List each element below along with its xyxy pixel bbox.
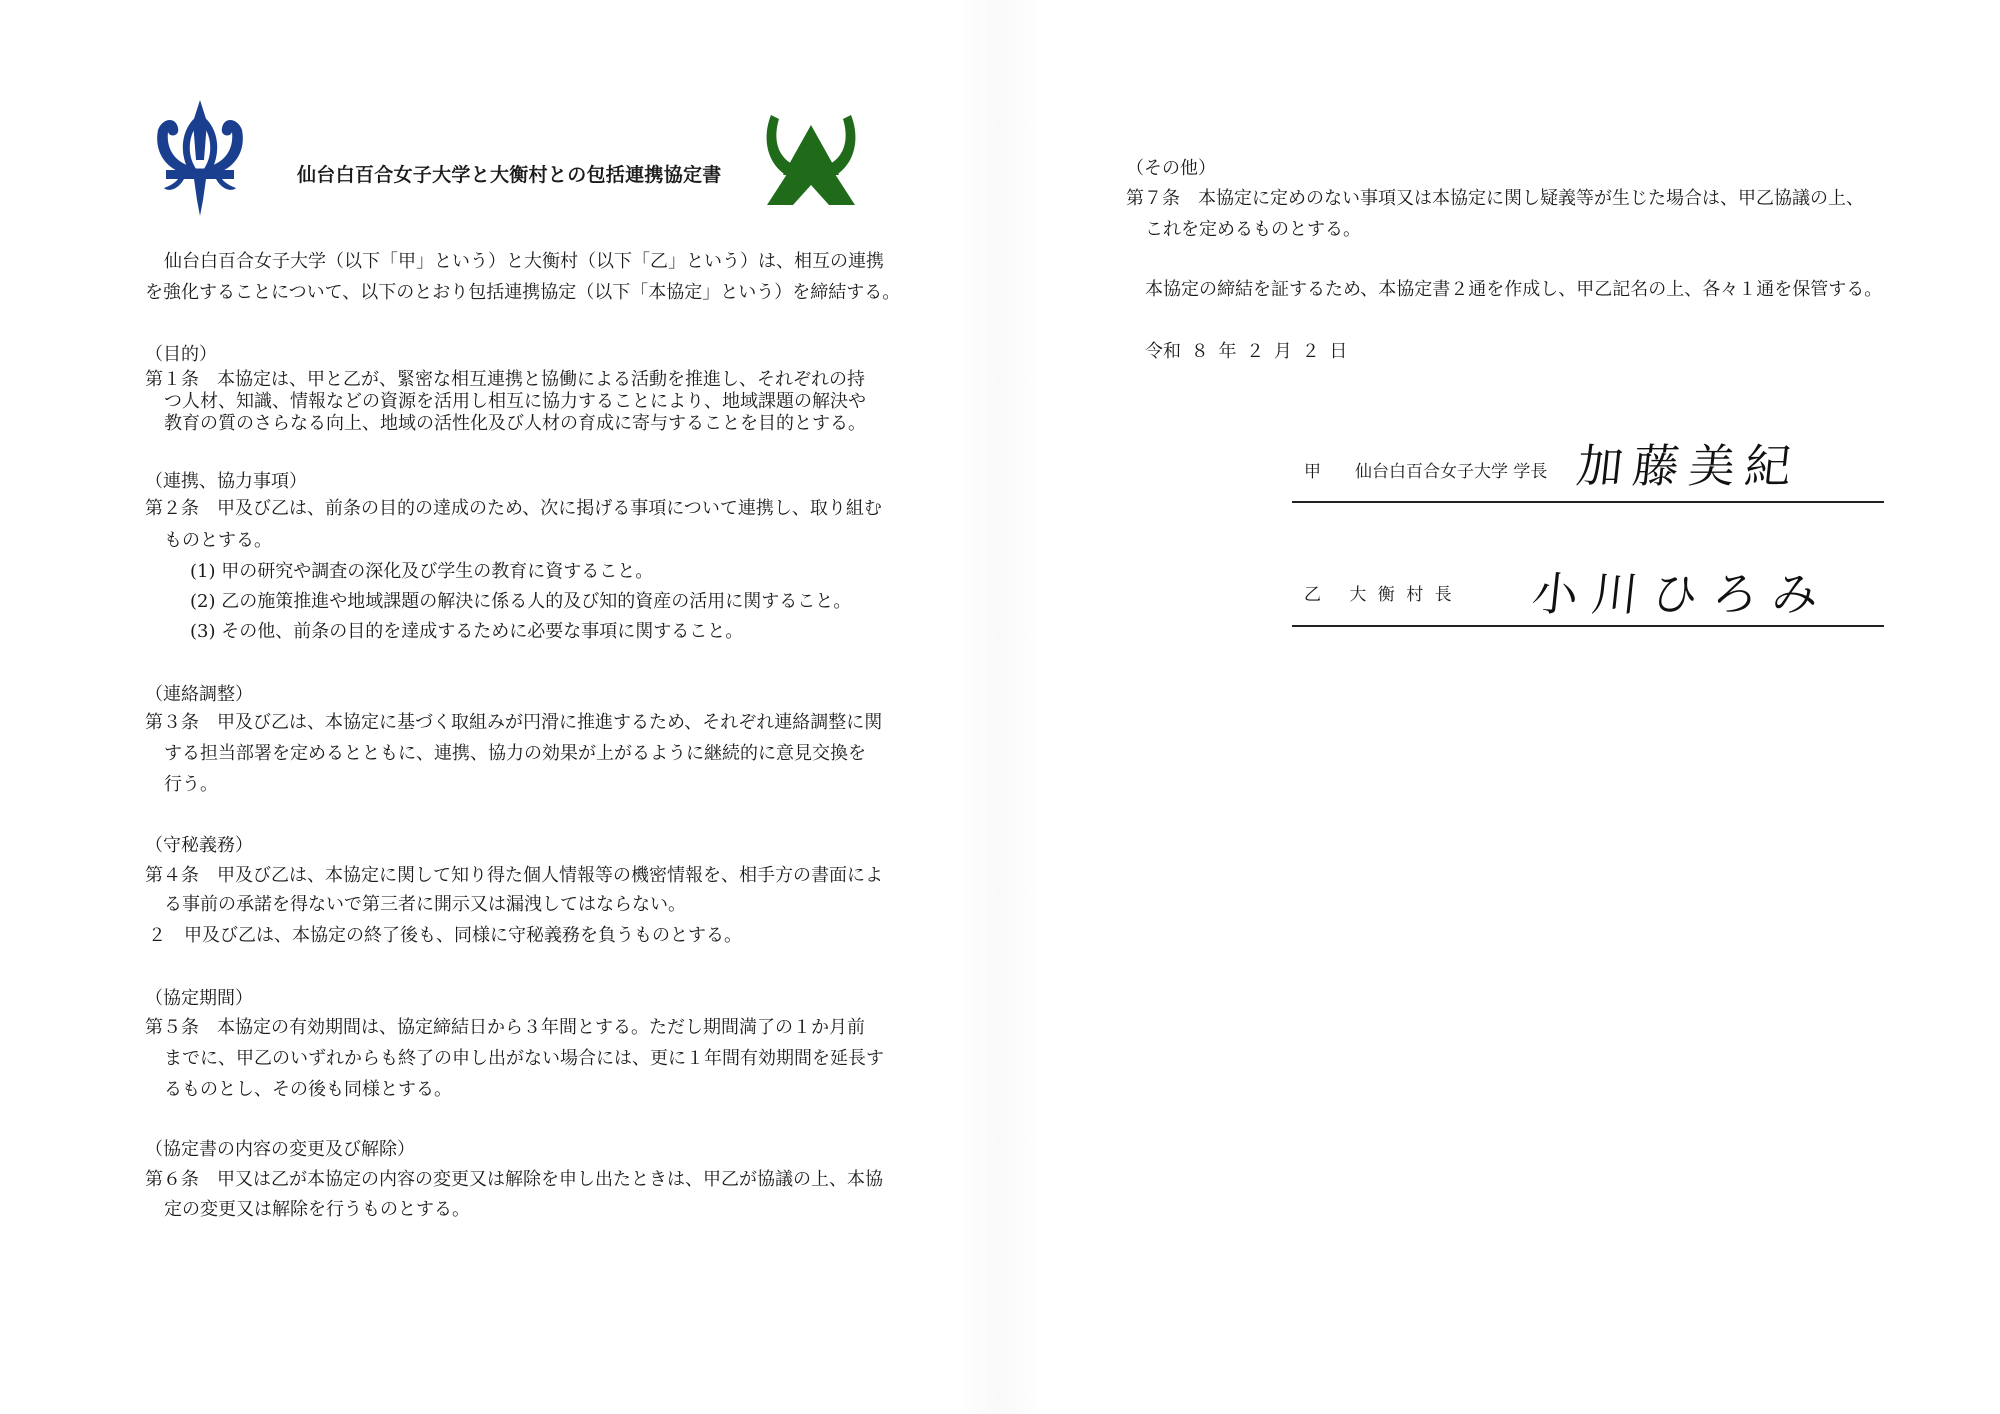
article-line: これを定めるものとする。 <box>1145 219 1361 240</box>
article-line: 第３条 甲及び乙は、本協定に基づく取組みが円滑に推進するため、それぞれ連絡調整に関 <box>145 712 883 733</box>
intro-line: 仙台白百合女子大学（以下「甲」という）と大衡村（以下「乙」という）は、相互の連携 <box>164 251 884 272</box>
page-fold-shadow <box>960 0 1040 1414</box>
intro-line: を強化することについて、以下のとおり包括連携協定（以下「本協定」という）を締結する。 <box>145 282 901 303</box>
article-line: 教育の質のさらなる向上、地域の活性化及び人材の育成に寄与することを目的とする。 <box>164 413 866 434</box>
signature-line <box>1292 501 1884 503</box>
list-item: (1) 甲の研究や調査の深化及び学生の教育に資すること。 <box>190 561 654 582</box>
article-heading: （協定書の内容の変更及び解除） <box>145 1139 415 1160</box>
village-emblem-icon <box>763 105 859 205</box>
signatory-label-university: 甲 仙台白百合女子大学 学長 <box>1304 462 1548 482</box>
article-line: 第６条 甲又は乙が本協定の内容の変更又は解除を申し出たときは、甲乙が協議の上、本協 <box>145 1169 883 1190</box>
signature-line <box>1292 625 1884 627</box>
signature-village-mayor: 小川ひろみ <box>1529 567 1835 621</box>
signature-university-president: 加藤美紀 <box>1574 439 1804 493</box>
article-line: する担当部署を定めるとともに、連携、協力の効果が上がるように継続的に意見交換を <box>164 743 866 764</box>
article-line: までに、甲乙のいずれからも終了の申し出がない場合には、更に１年間有効期間を延長す <box>164 1048 884 1069</box>
article-heading: （その他） <box>1126 158 1216 179</box>
document-title: 仙台白百合女子大学と大衡村との包括連携協定書 <box>297 164 722 186</box>
article-line: 第２条 甲及び乙は、前条の目的の達成のため、次に掲げる事項について連携し、取り組む <box>145 498 882 519</box>
university-emblem-icon <box>154 100 246 216</box>
article-line: 第１条 本協定は、甲と乙が、緊密な相互連携と協働による活動を推進し、それぞれの持 <box>145 369 865 390</box>
article-line: 定の変更又は解除を行うものとする。 <box>164 1199 470 1220</box>
list-item: (3) その他、前条の目的を達成するために必要な事項に関すること。 <box>190 621 744 642</box>
article-line: 第７条 本協定に定めのない事項又は本協定に関し疑義等が生じた場合は、甲乙協議の上、 <box>1126 188 1864 209</box>
article-heading: （目的） <box>145 344 217 365</box>
list-item: (2) 乙の施策推進や地域課題の解決に係る人的及び知的資産の活用に関すること。 <box>190 591 852 612</box>
article-line: 第４条 甲及び乙は、本協定に関して知り得た個人情報等の機密情報を、相手方の書面によ <box>145 865 883 886</box>
article-heading: （守秘義務） <box>145 835 253 856</box>
article-line: つ人材、知識、情報などの資源を活用し相互に協力することにより、地域課題の解決や <box>164 391 866 412</box>
article-line: ２ 甲及び乙は、本協定の終了後も、同様に守秘義務を負うものとする。 <box>148 925 742 946</box>
article-line: るものとし、その後も同様とする。 <box>164 1079 452 1100</box>
article-line: 行う。 <box>164 774 218 795</box>
article-heading: （連携、協力事項） <box>145 471 307 492</box>
article-heading: （連絡調整） <box>145 684 253 705</box>
agreement-date: 令和 ８ 年 ２ 月 ２ 日 <box>1145 341 1348 362</box>
signatory-label-village: 乙 大 衡 村 長 <box>1304 585 1452 605</box>
article-line: る事前の承諾を得ないで第三者に開示又は漏洩してはならない。 <box>164 894 686 915</box>
closing-statement: 本協定の締結を証するため、本協定書２通を作成し、甲乙記名の上、各々１通を保管する。 <box>1145 279 1883 300</box>
article-heading: （協定期間） <box>145 988 253 1009</box>
article-line: 第５条 本協定の有効期間は、協定締結日から３年間とする。ただし期間満了の１か月前 <box>145 1017 865 1038</box>
article-line: ものとする。 <box>164 530 272 551</box>
